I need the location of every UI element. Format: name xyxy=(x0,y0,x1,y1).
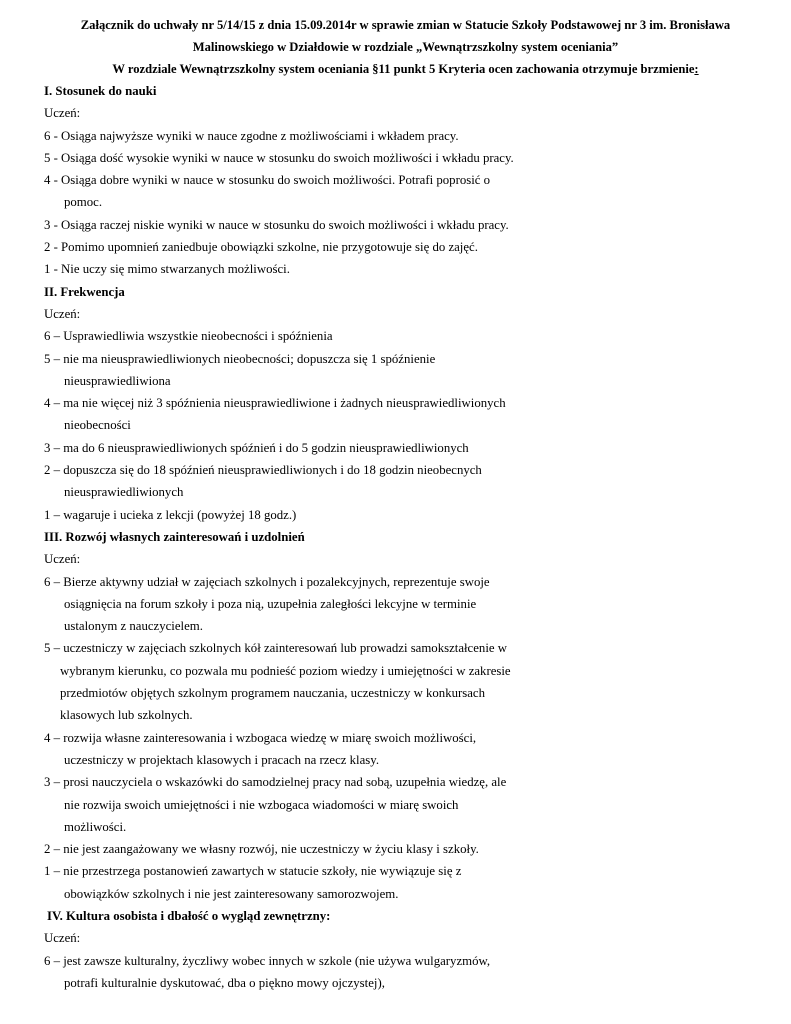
list-item xyxy=(44,348,767,393)
list-item xyxy=(44,325,767,347)
list-item xyxy=(44,504,767,526)
section-title: III. Rozwój własnych zainteresowań i uzdolnień xyxy=(44,529,305,544)
list-item xyxy=(44,571,767,638)
document-header xyxy=(44,14,767,80)
list-item xyxy=(44,236,767,258)
section-title: IV. Kultura osobista i dbałość o wygląd zewnętrzny: xyxy=(47,908,331,923)
item-line: 4 - Osiąga dobre wyniki w nauce w stosunku do swoich możliwości. Potrafi poprosić o xyxy=(44,173,491,188)
item-line: 6 – Bierze aktywny udział w zajęciach szkolnych i pozalekcyjnych, reprezentuje swoje xyxy=(44,574,490,589)
section-label: Uczeń: xyxy=(44,552,81,567)
header-line-3-text: W rozdziale Wewnątrzszkolny system oceniania §11 punkt 5 Kryteria ocen zachowania otrzymuje brzmienie xyxy=(112,62,695,76)
header-line-2: Malinowskiego w Działdowie w rozdziale „Wewnątrzszkolny system oceniania” xyxy=(192,40,619,54)
list-item xyxy=(44,727,767,772)
list-item xyxy=(44,637,767,726)
section-label: Uczeń: xyxy=(44,106,81,121)
item-line-continued: możliwości. xyxy=(64,819,127,834)
item-line: 2 – nie jest zaangażowany we własny rozwój, nie uczestniczy w życiu klasy i szkoły. xyxy=(44,842,479,857)
item-line: 6 - Osiąga najwyższe wyniki w nauce zgodne z możliwościami i wkładem pracy. xyxy=(44,128,459,143)
item-line: 4 – ma nie więcej niż 3 spóźnienia nieusprawiedliwione i żadnych nieusprawiedliwionych xyxy=(44,396,506,411)
item-line: 1 – wagaruje i ucieka z lekcji (powyżej 18 godz.) xyxy=(44,507,297,522)
item-line-continued: nieobecności xyxy=(64,418,131,433)
item-line: 5 – uczestniczy w zajęciach szkolnych kół zainteresowań lub prowadzi samokształcenie w xyxy=(44,641,507,656)
item-line-continued: przedmiotów objętych szkolnym programem nauczania, uczestniczy w konkursach xyxy=(60,686,485,701)
list-item xyxy=(44,258,767,280)
list-item xyxy=(44,860,767,905)
item-line-continued: pomoc. xyxy=(64,195,103,210)
item-line: 4 – rozwija własne zainteresowania i wzbogaca wiedzę w miarę swoich możliwości, xyxy=(44,730,477,745)
list-item xyxy=(44,459,767,504)
item-line: 2 - Pomimo upomnień zaniedbuje obowiązki szkolne, nie przygotowuje się do zajęć. xyxy=(44,240,478,255)
item-line-continued: obowiązków szkolnych i nie jest zainteresowany samorozwojem. xyxy=(64,886,399,901)
item-line: 3 – ma do 6 nieusprawiedliwionych spóźnień i do 5 godzin nieusprawiedliwionych xyxy=(44,440,469,455)
item-line-continued: wybranym kierunku, co pozwala mu podnieść poziom wiedzy i umiejętności w zakresie xyxy=(60,663,511,678)
item-line: 3 – prosi nauczyciela o wskazówki do samodzielnej pracy nad sobą, uzupełnia wiedzę, ale xyxy=(44,775,507,790)
list-item xyxy=(44,437,767,459)
list-item xyxy=(44,169,767,214)
section-2 xyxy=(44,281,767,526)
item-line: 6 – Usprawiedliwia wszystkie nieobecności i spóźnienia xyxy=(44,329,333,344)
section-title: II. Frekwencja xyxy=(44,284,125,299)
item-line-continued: ustalonym z nauczycielem. xyxy=(64,619,203,634)
item-line-continued: nieusprawiedliwiona xyxy=(64,373,171,388)
item-line: 2 – dopuszcza się do 18 spóźnień nieusprawiedliwionych i do 18 godzin nieobecnych xyxy=(44,463,482,478)
list-item xyxy=(44,125,767,147)
list-item xyxy=(44,147,767,169)
list-item xyxy=(44,950,767,995)
item-line-continued: potrafi kulturalnie dyskutować, dba o piękno mowy ojczystej), xyxy=(64,975,385,990)
item-line: 1 – nie przestrzega postanowień zawartych w statucie szkoły, nie wywiązuje się z xyxy=(44,864,462,879)
list-item xyxy=(44,771,767,838)
header-line-3 xyxy=(44,58,767,80)
list-item xyxy=(44,838,767,860)
list-item xyxy=(44,214,767,236)
section-3 xyxy=(44,526,767,905)
item-line: 5 - Osiąga dość wysokie wyniki w nauce w stosunku do swoich możliwości i wkładu pracy. xyxy=(44,150,514,165)
item-line-continued: nieusprawiedliwionych xyxy=(64,485,184,500)
item-line-continued: klasowych lub szkolnych. xyxy=(60,708,193,723)
item-line: 3 - Osiąga raczej niskie wyniki w nauce w stosunku do swoich możliwości i wkładu pracy. xyxy=(44,217,509,232)
header-colon: : xyxy=(694,62,699,76)
item-line: 5 – nie ma nieusprawiedliwionych nieobecności; dopuszcza się 1 spóźnienie xyxy=(44,351,436,366)
section-4 xyxy=(44,905,767,994)
item-line: 1 - Nie uczy się mimo stwarzanych możliwości. xyxy=(44,262,290,277)
list-item xyxy=(44,392,767,437)
header-line-1: Załącznik do uchwały nr 5/14/15 z dnia 15.09.2014r w sprawie zmian w Statucie Szkoły Podstawowej nr 3 im. Bronisława xyxy=(80,18,731,32)
item-line-continued: uczestniczy w projektach klasowych i pracach na rzecz klasy. xyxy=(64,752,380,767)
section-label: Uczeń: xyxy=(44,306,81,321)
item-line-continued: nie rozwija swoich umiejętności i nie wzbogaca wiadomości w miarę swoich xyxy=(64,797,459,812)
item-line: 6 – jest zawsze kulturalny, życzliwy wobec innych w szkole (nie używa wulgaryzmów, xyxy=(44,953,491,968)
section-label: Uczeń: xyxy=(44,931,81,946)
item-line-continued: osiągnięcia na forum szkoły i poza nią, uzupełnia zaległości lekcyjne w terminie xyxy=(64,596,477,611)
section-title: I. Stosunek do nauki xyxy=(44,84,157,98)
section-1 xyxy=(44,80,767,281)
